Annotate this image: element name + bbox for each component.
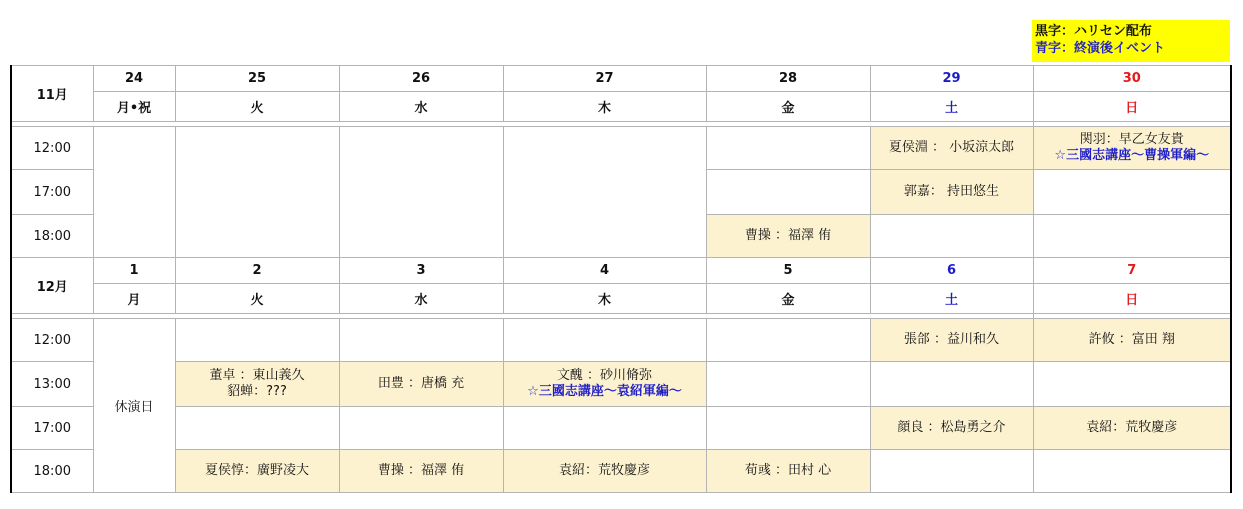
cast-cell: 夏侯淵 ： 小坂涼太郎 [870,127,1033,170]
legend-line-harisen: 黒字：ハリセン配布 [1035,24,1152,39]
date-cell: 24 [93,66,175,92]
weekday-cell: 木 [503,284,706,314]
nov-weekday-row [11,92,1231,122]
weekday-cell: 水 [339,284,503,314]
cast-cell: 郭嘉： 持田悠生 [870,170,1033,215]
schedule-cell-empty [870,362,1033,407]
schedule-cell-empty [339,407,503,450]
cast-cell: 許攸 ：富田 翔 [1033,319,1231,362]
time-label: 17:00 [11,407,93,450]
month-label-nov: 11月 [11,66,93,122]
date-cell: 4 [503,258,706,284]
nov-date-row [11,66,1231,92]
cast-name: 関羽：早乙女友貴 [1079,132,1184,147]
legend-box [1032,20,1230,62]
schedule-cell-empty [706,127,870,170]
holiday-cell: 休演日 [93,319,175,493]
nov-row-1200 [11,127,1231,170]
weekday-cell-sunday: 日 [1033,92,1231,122]
legend-line-event: 青字：終演後イベント [1035,41,1166,56]
schedule-cell-empty [870,215,1033,258]
weekday-cell: 金 [706,284,870,314]
schedule-cell-empty [1033,362,1231,407]
date-cell-saturday: 29 [870,66,1033,92]
weekday-cell: 火 [175,92,339,122]
time-label: 17:00 [11,170,93,215]
cast-cell: 袁紹：荒牧慶彦 [503,450,706,493]
schedule-cell-empty [503,319,706,362]
schedule-cell-empty [1033,215,1231,258]
date-cell: 27 [503,66,706,92]
schedule-cell-empty [706,170,870,215]
time-label: 12:00 [11,319,93,362]
schedule-cell-empty [706,362,870,407]
schedule-cell-empty [706,407,870,450]
cast-cell: 曹操 ：福澤 侑 [706,215,870,258]
cast-cell: 荀彧 ：田村 心 [706,450,870,493]
schedule-cell-empty [1033,170,1231,215]
cast-cell: 顔良 ：松島勇之介 [870,407,1033,450]
schedule-cell-empty [1033,450,1231,493]
date-cell-sunday: 30 [1033,66,1231,92]
cast-cell: 田豊 ：唐橋 充 [339,362,503,407]
time-label: 18:00 [11,450,93,493]
dec-row-1700 [11,407,1231,450]
date-cell: 5 [706,258,870,284]
date-cell: 2 [175,258,339,284]
month-label-dec: 12月 [11,258,93,314]
event-label: ☆三國志講座〜曹操軍編〜 [1054,148,1210,163]
schedule-cell-empty [93,127,175,258]
date-cell-saturday: 6 [870,258,1033,284]
dec-row-1300 [11,362,1231,407]
schedule-cell-empty [175,407,339,450]
schedule-cell-empty [339,127,503,258]
dec-date-row [11,258,1231,284]
schedule-cell-empty [870,450,1033,493]
cast-cell: 曹操 ：福澤 侑 [339,450,503,493]
dec-weekday-row [11,284,1231,314]
time-label: 12:00 [11,127,93,170]
date-cell-sunday: 7 [1033,258,1231,284]
time-label: 13:00 [11,362,93,407]
weekday-cell-sunday: 日 [1033,284,1231,314]
weekday-cell: 金 [706,92,870,122]
event-label: ☆三國志講座〜袁紹軍編〜 [527,384,682,399]
schedule-cell-empty [339,319,503,362]
weekday-cell: 火 [175,284,339,314]
cast-cell: 袁紹：荒牧慶彦 [1033,407,1231,450]
schedule-cell-empty [503,407,706,450]
schedule-cell-empty [175,319,339,362]
schedule-table [10,65,1232,493]
date-cell: 28 [706,66,870,92]
dec-row-1200 [11,319,1231,362]
cast-cell-double [175,362,339,407]
date-cell: 25 [175,66,339,92]
weekday-cell: 水 [339,92,503,122]
cast-cell-with-event [1033,127,1231,170]
cast-cell: 張郃 ：益川和久 [870,319,1033,362]
date-cell: 26 [339,66,503,92]
weekday-cell-saturday: 土 [870,92,1033,122]
date-cell: 3 [339,258,503,284]
time-label: 18:00 [11,215,93,258]
weekday-cell: 月•祝 [93,92,175,122]
schedule-cell-empty [503,127,706,258]
weekday-cell: 木 [503,92,706,122]
dec-row-1800 [11,450,1231,493]
cast-name: 文醜 ：砂川脩弥 [556,368,653,383]
schedule-cell-empty [175,127,339,258]
cast-cell-with-event [503,362,706,407]
cast-name: 董卓 ：東山義久 [209,368,305,383]
date-cell: 1 [93,258,175,284]
cast-name: 貂蝉：??? [227,384,287,399]
weekday-cell: 月 [93,284,175,314]
schedule-cell-empty [706,319,870,362]
cast-cell: 夏侯惇：廣野凌大 [175,450,339,493]
weekday-cell-saturday: 土 [870,284,1033,314]
